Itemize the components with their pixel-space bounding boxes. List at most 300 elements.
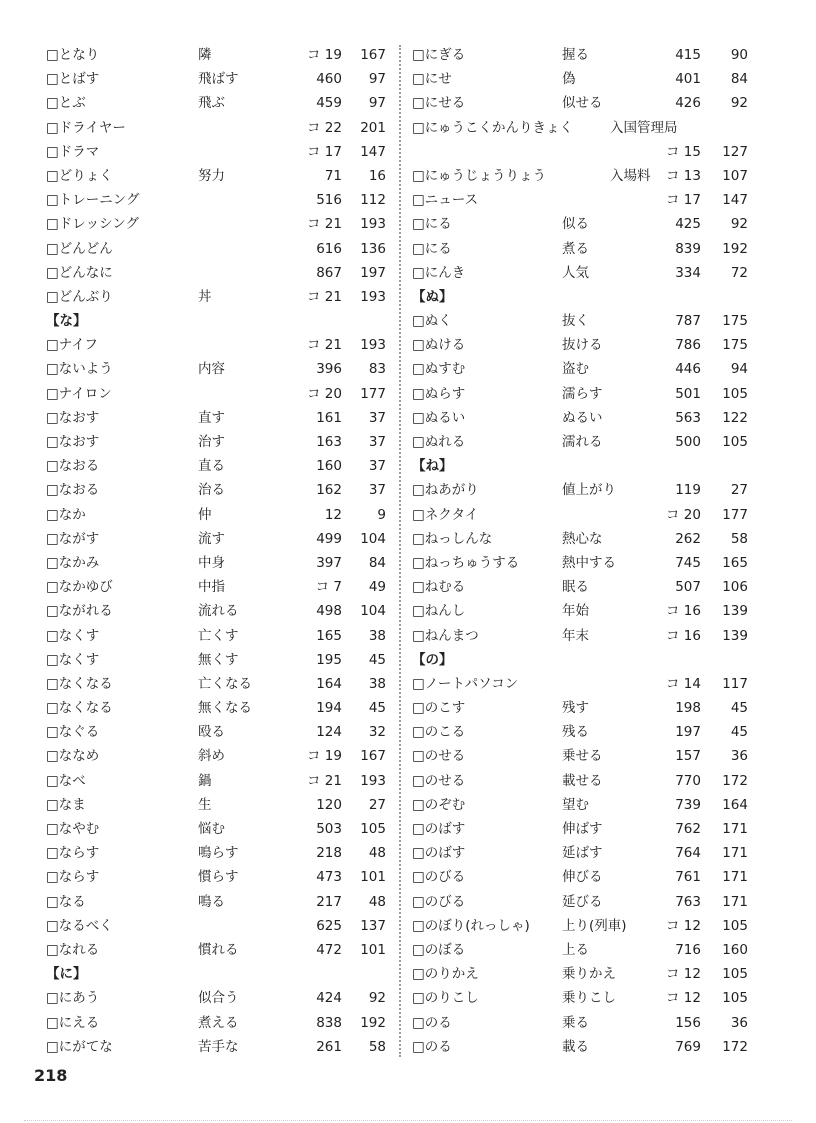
entry-page: 127: [722, 143, 748, 160]
section-header: [46, 962, 394, 986]
entry-number: 460: [316, 71, 342, 88]
entry-kanji: 残す: [562, 700, 589, 717]
entry-kanji: 載せる: [562, 772, 603, 789]
entry-page: 171: [722, 893, 748, 910]
entry-page: 177: [722, 506, 748, 523]
entry-number: 501: [675, 385, 701, 402]
entry-number: 120: [316, 796, 342, 813]
entry-reading: □のびる: [412, 869, 466, 886]
entry-row: [46, 91, 394, 115]
entry-row: [46, 164, 394, 188]
entry-reading: □ぬるい: [412, 409, 466, 426]
entry-kanji: 上り(列車): [562, 917, 627, 934]
entry-row: [410, 865, 756, 889]
entry-page: 27: [730, 482, 748, 499]
entry-row: [410, 841, 756, 865]
entry-reading: □にゅうこくかんりきょく: [412, 119, 573, 136]
entry-number: コ 22: [307, 119, 342, 136]
entry-reading: □のびる: [412, 893, 466, 910]
entry-number: コ 14: [666, 675, 701, 692]
entry-number: 261: [316, 1038, 342, 1055]
entry-kanji: 飛ばす: [198, 71, 239, 88]
entry-row: [46, 720, 394, 744]
entry-number: 161: [316, 409, 342, 426]
entry-page: 90: [730, 47, 748, 63]
entry-row: [46, 696, 394, 720]
entry-number: 195: [316, 651, 342, 668]
entry-row: [410, 91, 756, 115]
entry-number: 218: [316, 845, 342, 862]
entry-number: 162: [316, 482, 342, 499]
entry-row: [410, 116, 756, 140]
entry-row: [410, 817, 756, 841]
entry-kanji: 偽: [562, 71, 576, 88]
entry-row: [410, 938, 756, 962]
entry-row: [46, 817, 394, 841]
section-header: [410, 648, 756, 672]
entry-number: 71: [324, 167, 342, 184]
entry-row: [46, 237, 394, 261]
entry-number: 197: [675, 724, 701, 741]
entry-row: [46, 624, 394, 648]
entry-number: 507: [675, 579, 701, 596]
entry-row: [46, 1035, 394, 1059]
page-number: 218: [34, 1066, 68, 1085]
entry-page: 122: [722, 409, 748, 426]
entry-kanji: 盗む: [562, 361, 589, 378]
entry-row: [410, 67, 756, 91]
entry-kanji: 慣らす: [198, 869, 239, 886]
entry-page: 45: [368, 651, 386, 668]
entry-kanji: 年末: [562, 627, 589, 644]
entry-reading: □のぞむ: [412, 796, 466, 813]
entry-page: 94: [730, 361, 748, 378]
entry-kanji: 治る: [198, 482, 225, 499]
entry-number: コ 15: [666, 143, 701, 160]
entry-kanji: 濡れる: [562, 434, 603, 450]
entry-page: 38: [368, 675, 386, 692]
entry-kanji: 熱心な: [562, 530, 603, 547]
entry-row: [46, 430, 394, 454]
entry-page: 172: [722, 1038, 748, 1055]
entry-number: コ 20: [666, 506, 701, 523]
entry-reading: □なおす: [46, 434, 100, 450]
entry-row: [410, 744, 756, 768]
entry-row: [46, 769, 394, 793]
entry-number: コ 16: [666, 603, 701, 620]
entry-row: [46, 478, 394, 502]
entry-row: [46, 575, 394, 599]
entry-page: 37: [368, 482, 386, 499]
entry-page: 45: [730, 724, 748, 741]
entry-kanji: 伸びる: [562, 869, 603, 886]
entry-number: コ 13: [666, 167, 701, 184]
entry-number: 194: [316, 700, 342, 717]
entry-kanji: 伸ばす: [562, 821, 603, 837]
entry-page: 105: [722, 917, 748, 934]
entry-page: 107: [722, 167, 748, 184]
entry-kanji: 無くす: [198, 651, 239, 668]
entry-kanji: 載る: [562, 1038, 589, 1055]
entry-page: 175: [722, 313, 748, 330]
entry-page: 27: [368, 796, 386, 813]
left-column: [46, 43, 394, 1059]
entry-row: [410, 599, 756, 623]
entry-reading: □にんき: [412, 264, 466, 281]
entry-reading: □ナイロン: [46, 385, 112, 402]
entry-page: 201: [360, 119, 386, 136]
entry-number: 163: [316, 434, 342, 450]
entry-kanji: 亡くす: [198, 627, 239, 644]
entry-row: [410, 575, 756, 599]
entry-reading: 【な】: [46, 313, 87, 330]
entry-number: 616: [316, 240, 342, 257]
entry-kanji: 流す: [198, 530, 225, 547]
entry-reading: □にえる: [46, 1014, 100, 1031]
entry-reading: □どんぶり: [46, 288, 113, 305]
entry-page: 37: [368, 409, 386, 426]
entry-kanji: 乗る: [562, 1014, 589, 1031]
entry-kanji: 似る: [562, 216, 589, 233]
entry-page: 117: [722, 675, 748, 692]
entry-number: 425: [675, 216, 701, 233]
entry-number: コ 19: [307, 47, 342, 63]
entry-page: 45: [730, 700, 748, 717]
entry-row: [410, 478, 756, 502]
entry-page: 197: [360, 264, 386, 281]
entry-reading: □なぐる: [46, 724, 100, 741]
entry-kanji: 鍋: [198, 772, 212, 789]
entry-reading: □なくなる: [46, 675, 113, 692]
entry-kanji: 中指: [198, 579, 225, 596]
section-header: [410, 285, 756, 309]
entry-row: [410, 382, 756, 406]
entry-kanji: 延ばす: [562, 845, 603, 862]
entry-row: [46, 503, 394, 527]
entry-page: 193: [360, 772, 386, 789]
entry-kanji: 延びる: [562, 893, 603, 910]
entry-page: 32: [368, 724, 386, 741]
entry-reading: □どんなに: [46, 264, 113, 281]
entry-reading: □ながれる: [46, 603, 113, 620]
entry-kanji: 流れる: [198, 603, 239, 620]
entry-row: [46, 793, 394, 817]
entry-reading: □のせる: [412, 772, 466, 789]
entry-row: [46, 938, 394, 962]
entry-reading: □のりこし: [412, 990, 479, 1007]
entry-page: 97: [368, 71, 386, 88]
entry-row: [46, 841, 394, 865]
entry-reading: □なおる: [46, 458, 100, 475]
entry-page: 175: [722, 337, 748, 354]
entry-row: [46, 890, 394, 914]
entry-kanji: 悩む: [198, 821, 225, 837]
entry-number: 262: [675, 530, 701, 547]
entry-number: 415: [675, 47, 701, 63]
entry-row: [46, 382, 394, 406]
entry-row: [46, 672, 394, 696]
entry-row: [46, 914, 394, 938]
entry-page: 177: [360, 385, 386, 402]
entry-page: 48: [368, 845, 386, 862]
entry-row: [410, 769, 756, 793]
entry-row: [46, 116, 394, 140]
entry-reading: □ねあがり: [412, 482, 479, 499]
entry-number: 499: [316, 530, 342, 547]
entry-reading: □ドラマ: [46, 143, 100, 160]
entry-number: 401: [675, 71, 701, 88]
entry-kanji: 残る: [562, 724, 589, 741]
entry-number: 503: [316, 821, 342, 837]
entry-reading: □なるべく: [46, 917, 113, 934]
entry-kanji: 乗せる: [562, 748, 603, 765]
entry-reading: □のせる: [412, 748, 466, 765]
entry-kanji: 煮える: [198, 1014, 239, 1031]
entry-reading: □ねんまつ: [412, 627, 479, 644]
entry-number: 334: [675, 264, 701, 281]
entry-kanji: 煮る: [562, 240, 589, 257]
entry-number: 472: [316, 941, 342, 958]
entry-reading: □にあう: [46, 990, 100, 1007]
entry-reading: □とばす: [46, 71, 100, 88]
entry-reading: □のる: [412, 1038, 452, 1055]
entry-row: [46, 744, 394, 768]
entry-kanji: 乗りこし: [562, 990, 616, 1007]
entry-number: 769: [675, 1038, 701, 1055]
entry-number: 473: [316, 869, 342, 886]
entry-page: 104: [360, 603, 386, 620]
entry-row: [410, 914, 756, 938]
entry-reading: □ニュース: [412, 192, 479, 209]
entry-row: [410, 793, 756, 817]
entry-row: [46, 865, 394, 889]
entry-reading: □のこす: [412, 700, 466, 717]
entry-reading: □のりかえ: [412, 966, 479, 983]
entry-row: [410, 1011, 756, 1035]
entry-page: 167: [360, 748, 386, 765]
entry-number: 160: [316, 458, 342, 475]
entry-reading: □なやむ: [46, 821, 100, 837]
entry-row: [46, 67, 394, 91]
entry-kanji: 飛ぶ: [198, 95, 225, 112]
entry-row: [410, 1035, 756, 1059]
entry-reading: □どりょく: [46, 167, 113, 184]
entry-number: 198: [675, 700, 701, 717]
entry-row: [46, 599, 394, 623]
entry-kanji: 無くなる: [198, 700, 252, 717]
entry-reading: □のぼり(れっしゃ): [412, 917, 530, 934]
entry-row: [410, 430, 756, 454]
section-header: [410, 454, 756, 478]
entry-reading: □にせ: [412, 71, 452, 88]
entry-row: [410, 237, 756, 261]
entry-number: 764: [675, 845, 701, 862]
entry-number: 397: [316, 554, 342, 571]
entry-page: 193: [360, 216, 386, 233]
entry-page: 49: [368, 579, 386, 596]
entry-reading: □どんどん: [46, 240, 113, 257]
entry-number: コ 12: [666, 917, 701, 934]
column-divider: [399, 45, 401, 1057]
entry-page: 101: [360, 941, 386, 958]
entry-row: [46, 986, 394, 1010]
entry-kanji: 斜め: [198, 748, 225, 765]
entry-number: 426: [675, 95, 701, 112]
entry-kanji: 入場料: [610, 167, 651, 184]
entry-kanji: 似せる: [562, 95, 603, 112]
entry-reading: □なかゆび: [46, 579, 113, 596]
entry-reading: □なる: [46, 893, 86, 910]
entry-reading: 【ね】: [412, 458, 453, 475]
entry-reading: □トレーニング: [46, 192, 140, 209]
entry-row: [410, 164, 756, 188]
entry-row: [410, 890, 756, 914]
entry-kanji: 似合う: [198, 990, 239, 1007]
entry-row: [410, 309, 756, 333]
entry-kanji: 殴る: [198, 724, 225, 741]
entry-row: [410, 43, 756, 67]
entry-number: 762: [675, 821, 701, 837]
entry-row: [410, 212, 756, 236]
entry-number: 786: [675, 337, 701, 354]
entry-row: [46, 188, 394, 212]
entry-number: 563: [675, 409, 701, 426]
entry-number: 165: [316, 627, 342, 644]
entry-page: 192: [360, 1014, 386, 1031]
entry-row: [46, 527, 394, 551]
entry-reading: □ぬく: [412, 313, 452, 330]
entry-kanji: 乗りかえ: [562, 966, 616, 983]
entry-kanji: 亡くなる: [198, 675, 252, 692]
entry-page: 72: [730, 264, 748, 281]
entry-page: 84: [368, 554, 386, 571]
entry-row: [46, 406, 394, 430]
entry-page: 9: [377, 506, 386, 523]
entry-kanji: 中身: [198, 554, 225, 571]
entry-row: [410, 696, 756, 720]
entry-number: 625: [316, 917, 342, 934]
entry-reading: □なれる: [46, 941, 100, 958]
entry-page: 171: [722, 845, 748, 862]
right-column: [410, 43, 756, 1059]
entry-kanji: 苦手な: [198, 1038, 239, 1055]
entry-page: 58: [368, 1038, 386, 1055]
entry-page: 58: [730, 530, 748, 547]
entry-number: コ 17: [666, 192, 701, 209]
entry-row: [410, 357, 756, 381]
entry-page: 167: [360, 47, 386, 63]
entry-page: 92: [730, 95, 748, 112]
entry-row: [46, 140, 394, 164]
entry-page: 106: [722, 579, 748, 596]
entry-page: 105: [722, 385, 748, 402]
entry-reading: □ぬすむ: [412, 361, 466, 378]
entry-page: 160: [722, 941, 748, 958]
entry-reading: □にゅうじょうりょう: [412, 167, 546, 184]
entry-reading: □ならす: [46, 845, 100, 862]
entry-reading: □ナイフ: [46, 337, 98, 354]
entry-number: 739: [675, 796, 701, 813]
entry-row: [410, 406, 756, 430]
entry-number: 838: [316, 1014, 342, 1031]
entry-reading: □ねんし: [412, 603, 466, 620]
entry-row: [410, 527, 756, 551]
entry-kanji: 熱中する: [562, 554, 616, 571]
footer-rule: [24, 1120, 792, 1121]
entry-number: コ 12: [666, 966, 701, 983]
entry-page: 192: [722, 240, 748, 257]
entry-row: [410, 720, 756, 744]
entry-reading: □ないよう: [46, 361, 113, 378]
entry-row: [410, 333, 756, 357]
entry-kanji: 直す: [198, 409, 225, 426]
entry-page: 84: [730, 71, 748, 88]
entry-reading: □ねむる: [412, 579, 466, 596]
entry-kanji: 値上がり: [562, 482, 616, 499]
entry-page: 104: [360, 530, 386, 547]
entry-page: 16: [368, 167, 386, 184]
entry-number: コ 21: [307, 337, 342, 354]
entry-page: 92: [730, 216, 748, 233]
entry-reading: □なま: [46, 796, 86, 813]
entry-kanji: ぬるい: [562, 409, 603, 426]
entry-kanji: 濡らす: [562, 385, 603, 402]
entry-reading: □にせる: [412, 95, 466, 112]
entry-number: コ 7: [315, 579, 342, 596]
entry-kanji: 丼: [198, 288, 212, 305]
entry-reading: □のる: [412, 1014, 452, 1031]
entry-kanji: 人気: [562, 264, 589, 281]
entry-row: [410, 624, 756, 648]
entry-row: [410, 986, 756, 1010]
entry-reading: □とぶ: [46, 95, 86, 112]
entry-number: コ 20: [307, 385, 342, 402]
entry-page: 147: [722, 192, 748, 209]
entry-number: コ 17: [307, 143, 342, 160]
entry-number: 156: [675, 1014, 701, 1031]
entry-reading: □ドライヤー: [46, 119, 126, 136]
entry-reading: □ネクタイ: [412, 506, 479, 523]
entry-reading: □となり: [46, 47, 100, 63]
entry-number: 119: [675, 482, 701, 499]
entry-kanji: 抜ける: [562, 337, 603, 354]
entry-kanji: 仲: [198, 506, 212, 523]
entry-reading: □ドレッシング: [46, 216, 140, 233]
entry-number: 500: [675, 434, 701, 450]
entry-number: コ 12: [666, 990, 701, 1007]
entry-page: 92: [368, 990, 386, 1007]
entry-reading: □なかみ: [46, 554, 100, 571]
entry-kanji: 望む: [562, 796, 589, 813]
entry-page: 36: [730, 1014, 748, 1031]
entry-reading: □のこる: [412, 724, 466, 741]
entry-number: コ 21: [307, 772, 342, 789]
entry-page: 105: [722, 990, 748, 1007]
entry-page: 171: [722, 869, 748, 886]
entry-number: 787: [675, 313, 701, 330]
entry-reading: 【の】: [412, 651, 453, 668]
entry-number: 12: [324, 506, 342, 523]
entry-row: [410, 551, 756, 575]
entry-kanji: 内容: [198, 361, 225, 378]
entry-kanji: 努力: [198, 167, 225, 184]
entry-number: 459: [316, 95, 342, 112]
entry-row: [410, 962, 756, 986]
entry-page: 37: [368, 434, 386, 450]
entry-reading: □なおる: [46, 482, 100, 499]
entry-page: 101: [360, 869, 386, 886]
entry-number: コ 16: [666, 627, 701, 644]
